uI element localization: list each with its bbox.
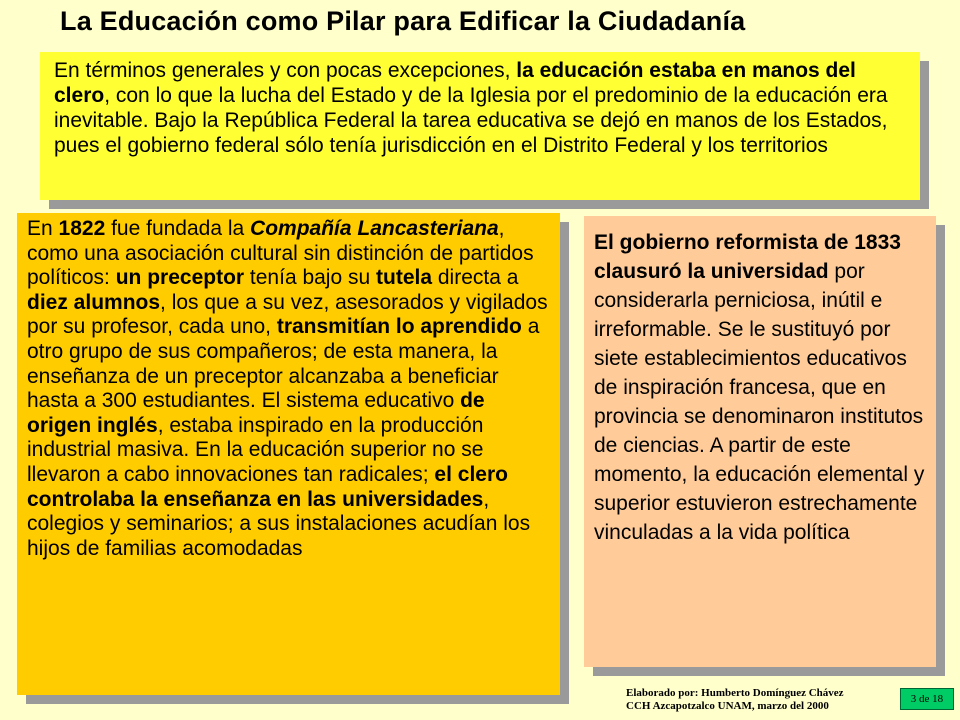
left-text-9: , colegios y seminarios; a sus instalaciones acudían los hijos de familias acomodadas bbox=[27, 487, 531, 560]
institution-line: CCH Azcapotzalco UNAM, marzo del 2000 bbox=[626, 700, 829, 712]
intro-paragraph bbox=[54, 58, 906, 158]
intro-text-2: , con lo que la lucha del Estado y de la Iglesia por el predominio de la educación era inevitable. Bajo la República Federal la tarea educativa se dejó en manos de los Estados, pues el gobierno federal sólo tenía jurisdicción en el Distrito Federal y los territorios bbox=[54, 84, 888, 157]
left-text-1: En bbox=[27, 217, 59, 240]
intro-text-1: En términos generales y con pocas excepciones, bbox=[54, 59, 517, 82]
author-line: Elaborado por: Humberto Domínguez Chávez bbox=[626, 687, 844, 699]
lancasteriana-text-box bbox=[17, 213, 560, 695]
left-bold-year: 1822 bbox=[58, 217, 106, 240]
intro-bold-1: la educación estaba en manos del clero bbox=[54, 59, 856, 107]
reforma-text-box bbox=[584, 216, 936, 667]
left-bold-transmitian: transmitían lo aprendido bbox=[276, 315, 522, 339]
left-text-6: , los que a su vez, asesorados y vigilados por su profesor, cada uno, bbox=[27, 290, 548, 339]
left-text-2: fue fundada la bbox=[105, 217, 251, 240]
left-bold-tutela: tutela bbox=[376, 266, 433, 290]
author-credit bbox=[626, 687, 896, 713]
left-bold-italic-compania: Compañía Lancasteriana bbox=[250, 217, 499, 240]
lancasteriana-paragraph bbox=[27, 217, 550, 561]
right-text-1: por considerarla perniciosa, inútil e irreformable. Se le sustituyó por siete establecimientos educativos de inspiración francesa, que en provincia se denominaron institutos de ciencias. A partir de este momento, la educación elemental y superior estuvieron estrechamente vinculadas a la vida política bbox=[594, 260, 925, 544]
right-bold-1: El gobierno reformista de 1833 clausuró la universidad bbox=[594, 231, 901, 283]
left-text-7: a otro grupo de sus compañeros; de esta manera, la enseñanza de un preceptor alcanzaba a beneficiar hasta a 300 estudiantes. El sistema educativo bbox=[27, 315, 540, 413]
left-text-4: tenía bajo su bbox=[244, 266, 377, 290]
slide-number-badge: 3 de 18 bbox=[900, 688, 954, 710]
intro-text-box bbox=[40, 52, 920, 200]
reforma-paragraph bbox=[594, 228, 926, 547]
left-bold-preceptor: un preceptor bbox=[115, 266, 245, 290]
left-bold-diez-alumnos: diez alumnos bbox=[27, 290, 161, 314]
slide-title: La Educación como Pilar para Edificar la Ciudadanía bbox=[60, 6, 746, 36]
left-bold-origen-ingles: de origen inglés bbox=[27, 389, 485, 437]
left-text-8: , estaba inspirado en la producción industrial masiva. En la educación superior no se llevaron a cabo innovaciones tan radicales; bbox=[27, 413, 484, 486]
left-text-3: , como una asociación cultural sin distinción de partidos políticos: bbox=[27, 217, 534, 290]
left-text-5: directa a bbox=[432, 266, 519, 290]
left-bold-clero: el clero controlaba la enseñanza en las universidades bbox=[27, 462, 508, 511]
